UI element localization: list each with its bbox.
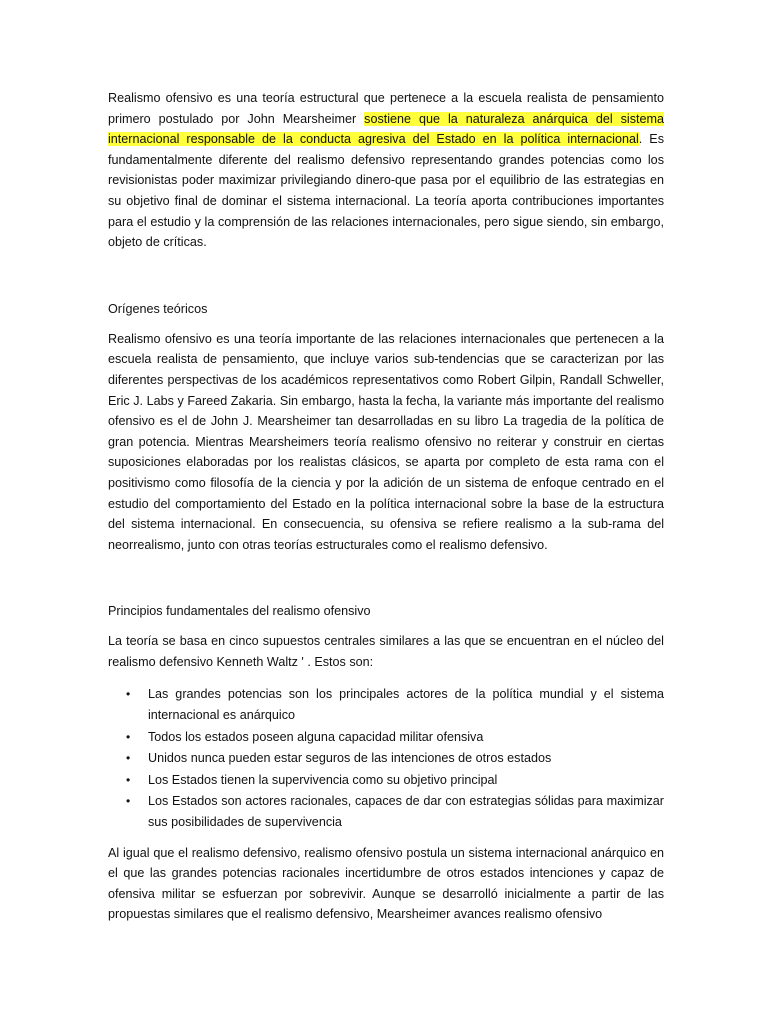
list-item-text: Unidos nunca pueden estar seguros de las intenciones de otros estados bbox=[148, 751, 552, 766]
closing-paragraph: Al igual que el realismo defensivo, realismo ofensivo postula un sistema internacional anárquico en el que las grandes potencias racionales incertidumbre de otros estados intenciones y capaz de ofensiva militar se esfuerzan por sobrevivir. Aunque se desarrolló inicialmente a partir de las propuestas similares que el realismo defensivo, Mearsheimer avances realismo ofensivo bbox=[108, 845, 664, 922]
list-item bbox=[126, 727, 664, 748]
principles-intro-paragraph: La teoría se basa en cinco supuestos centrales similares a las que se encuentran en el núcleo del realismo defensivo Kenneth Waltz ' . Estos son: bbox=[108, 634, 664, 669]
bullet-icon: • bbox=[126, 794, 131, 809]
bullet-icon: • bbox=[126, 751, 131, 766]
intro-text-before: Realismo ofensivo es una teoría estructural que pertenece a la escuela realista de pensamiento primero postulado por John Mearsheimer bbox=[108, 91, 664, 126]
list-item bbox=[126, 791, 664, 832]
bullet-icon: • bbox=[126, 772, 131, 787]
bullet-icon: • bbox=[126, 729, 131, 744]
origins-paragraph: Realismo ofensivo es una teoría importante de las relaciones internacionales que pertenecen a la escuela realista de pensamiento, que incluye varios sub-tendencias que se caracterizan por las diferentes perspectivas de los académicos representativos como Robert Gilpin, Randall Schweller, Eric J. Labs y Fareed Zakaria. Sin embargo, hasta la fecha, la variante más importante del realismo ofensivo es el de John J. Mearsheimer tan desarrolladas en su libro La tragedia de la política de gran potencia. Mientras Mearsheimers teoría realismo ofensivo no reiterar y construir en ciertas suposiciones elaboradas por los realistas clásicos, se aparta por completo de esta rama con el positivismo como filosofía de la ciencia y por la adición de un sistema de enfoque centrado en el estudio del comportamiento del Estado en la política internacional sobre la base de la estructura del sistema internacional. En consecuencia, su ofensiva se refiere realismo a la sub-rama del neorrealismo, junto con otras teorías estructurales como el realismo defensivo. bbox=[108, 331, 664, 552]
origins-heading: Orígenes teóricos bbox=[108, 301, 208, 316]
list-item-text: Los Estados tienen la supervivencia como su objetivo principal bbox=[148, 772, 498, 787]
list-item bbox=[126, 748, 664, 769]
list-item bbox=[126, 770, 664, 791]
assumptions-list bbox=[108, 684, 664, 832]
list-item bbox=[126, 684, 664, 725]
list-item-text: Los Estados son actores racionales, capaces de dar con estrategias sólidas para maximizar sus posibilidades de supervivencia bbox=[148, 794, 664, 830]
principles-heading: Principios fundamentales del realismo ofensivo bbox=[108, 604, 371, 619]
list-item-text: Las grandes potencias son los principales actores de la política mundial y el sistema internacional es anárquico bbox=[148, 687, 664, 723]
list-item-text: Todos los estados poseen alguna capacidad militar ofensiva bbox=[148, 729, 484, 744]
intro-text-after: . Es fundamentalmente diferente del realismo defensivo representando grandes potencias como los revisionistas poder maximizar privilegiando dinero-que pasa por el equilibrio de las estrategias en su objetivo final de dominar el sistema internacional. La teoría aporta contribuciones importantes para el estudio y la comprensión de las relaciones internacionales, pero sigue siendo, sin embargo, objeto de críticas. bbox=[108, 132, 664, 250]
intro-highlighted-text: sostiene que la naturaleza anárquica del sistema internacional responsable de la conducta agresiva del Estado en la política internacional bbox=[108, 111, 664, 147]
bullet-icon: • bbox=[126, 687, 131, 702]
intro-paragraph bbox=[108, 88, 664, 253]
